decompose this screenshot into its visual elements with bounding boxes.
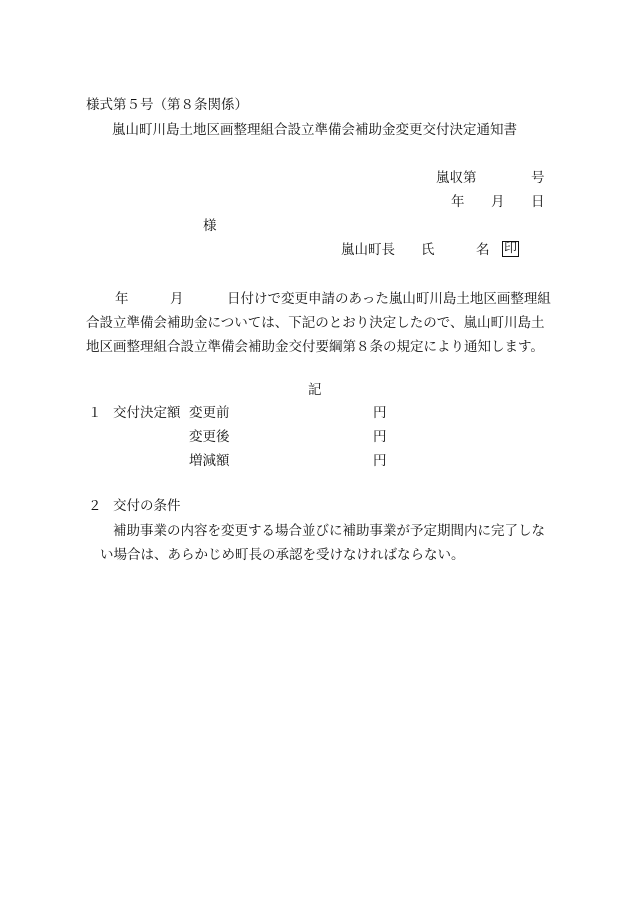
amount-after-unit: 円 bbox=[373, 429, 387, 445]
item-2-label: 交付の条件 bbox=[113, 498, 181, 514]
amount-after-label: 変更後 bbox=[189, 429, 230, 445]
item-2-number: ２ bbox=[88, 498, 102, 514]
reference-suffix: 号 bbox=[531, 170, 545, 186]
sender-role: 嵐山町長 bbox=[341, 242, 395, 258]
item-2-line-1: 補助事業の内容を変更する場合並びに補助事業が予定期間内に完了しな bbox=[113, 523, 545, 539]
body-year: 年 bbox=[115, 291, 129, 307]
body-month: 月 bbox=[170, 291, 184, 307]
form-label: 様式第５号（第８条関係） bbox=[86, 97, 248, 113]
document-title: 嵐山町川島土地区画整理組合設立準備会補助金変更交付決定通知書 bbox=[112, 122, 517, 138]
addressee-sama: 様 bbox=[203, 218, 217, 234]
amount-before-label: 変更前 bbox=[189, 405, 230, 421]
ki-heading: 記 bbox=[308, 382, 322, 398]
item-1-number: １ bbox=[88, 405, 102, 421]
date-year: 年 bbox=[451, 194, 465, 210]
amount-diff-label: 増減額 bbox=[189, 453, 230, 469]
body-line-2: 合設立準備会補助金については、下記のとおり決定したので、嵐山町川島土 bbox=[86, 315, 545, 331]
amount-diff-unit: 円 bbox=[373, 453, 387, 469]
seal-mark: 印 bbox=[504, 241, 518, 256]
amount-before-unit: 円 bbox=[373, 405, 387, 421]
date-month: 月 bbox=[491, 194, 505, 210]
sender-name-label-1: 氏 bbox=[421, 242, 435, 258]
body-line-3: 地区画整理組合設立準備会補助金交付要綱第８条の規定により通知します。 bbox=[86, 339, 544, 355]
body-line-1: 日付けで変更申請のあった嵐山町川島土地区画整理組 bbox=[227, 291, 551, 307]
date-day: 日 bbox=[531, 194, 545, 210]
sender-name-label-2: 名 bbox=[476, 242, 490, 258]
item-1-label: 交付決定額 bbox=[113, 405, 181, 421]
item-2-line-2: い場合は、あらかじめ町長の承認を受けなければならない。 bbox=[100, 547, 465, 563]
reference-prefix: 嵐収第 bbox=[436, 170, 477, 186]
